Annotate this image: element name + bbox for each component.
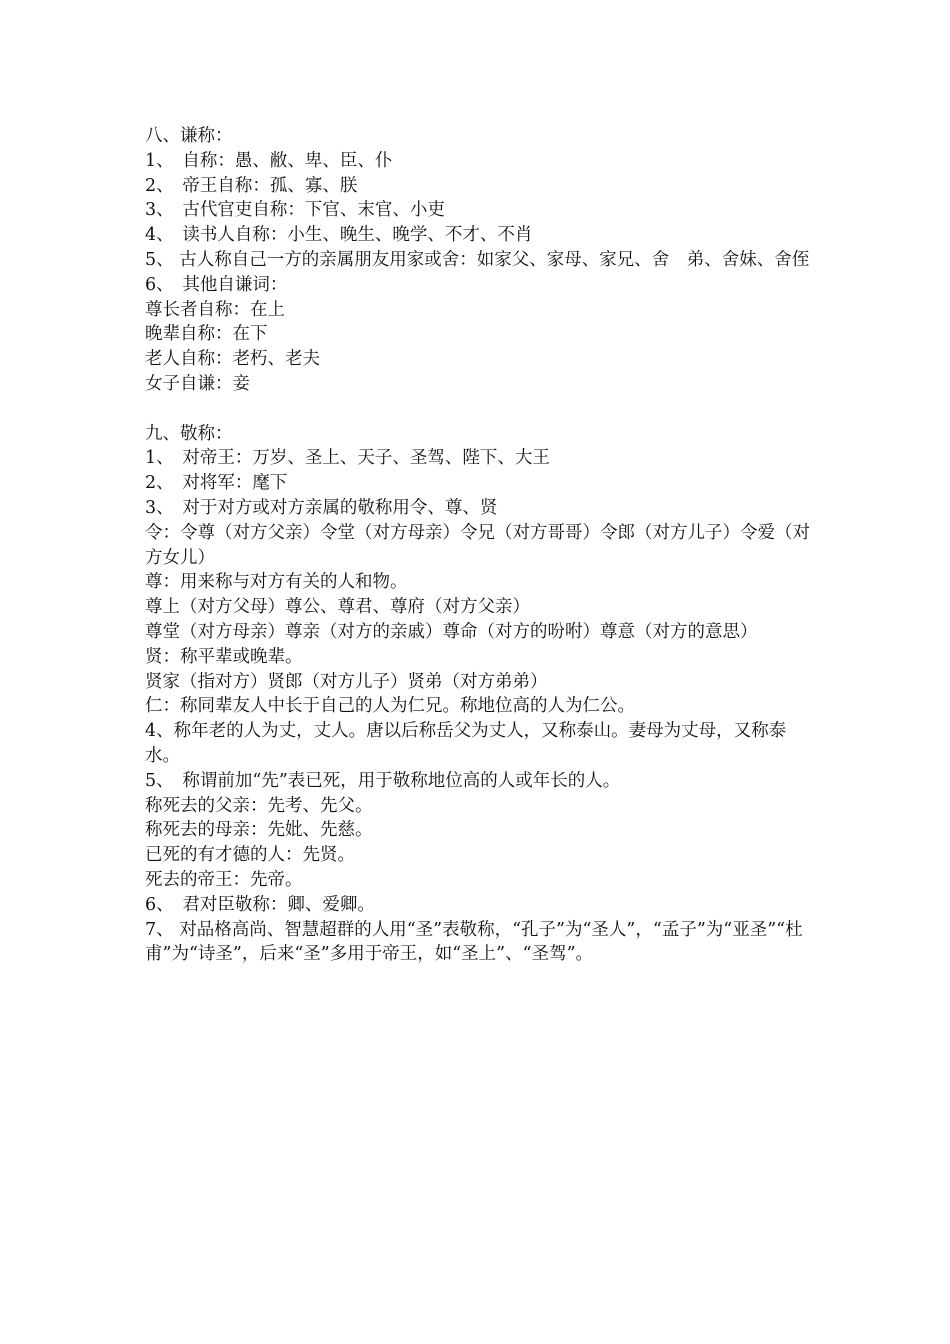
text-line: 尊：用来称与对方有关的人和物。 <box>145 572 408 593</box>
text-line: 死去的帝王：先帝。 <box>145 869 303 890</box>
text-line: 3、 古代官吏自称：下官、末官、小吏 <box>145 200 445 221</box>
text-line: 尊上（对方父母）尊公、尊君、尊府（对方父亲） <box>145 597 530 618</box>
section-heading: 九、敬称： <box>145 423 233 444</box>
section-heading: 八、谦称： <box>145 126 233 146</box>
section-honorific-terms <box>145 422 815 968</box>
text-line: 令：令尊（对方父亲）令堂（对方母亲）令兄（对方哥哥）令郎（对方儿子）令爱（对方女儿） <box>145 522 810 568</box>
text-line: 老人自称：老朽、老夫 <box>145 349 320 370</box>
text-line: 6、 其他自谦词： <box>145 274 288 295</box>
section-humble-terms <box>145 124 815 397</box>
text-line: 称死去的父亲：先考、先父。 <box>145 795 373 816</box>
text-line: 1、 对帝王：万岁、圣上、天子、圣驾、陛下、大王 <box>145 448 550 469</box>
text-line: 女子自谦：妾 <box>145 373 250 394</box>
paragraph-spacer <box>145 397 815 422</box>
text-line: 7、 对品格高尚、智慧超群的人用“圣”表敬称，“孔子”为“圣人”，“孟子”为“亚圣”“杜甫”为“诗圣”，后来“圣”多用于帝王，如“圣上”、“圣驾”。 <box>145 919 803 965</box>
text-line: 贤：称平辈或晚辈。 <box>145 646 303 667</box>
text-line: 4、称年老的人为丈，丈人。唐以后称岳父为丈人，又称泰山。妻母为丈母，又称泰水。 <box>145 721 787 766</box>
document-page <box>145 124 815 967</box>
text-line: 2、 帝王自称：孤、寡、朕 <box>145 175 358 196</box>
text-line: 1、 自称：愚、敝、卑、臣、仆 <box>145 150 393 171</box>
text-line: 称死去的母亲：先妣、先慈。 <box>145 820 373 841</box>
text-line: 尊长者自称：在上 <box>145 299 285 320</box>
text-line: 6、 君对臣敬称：卿、爱卿。 <box>145 894 375 915</box>
text-line: 贤家（指对方）贤郎（对方儿子）贤弟（对方弟弟） <box>145 671 548 692</box>
text-line: 已死的有才德的人：先贤。 <box>145 845 355 866</box>
text-line: 晚辈自称：在下 <box>145 324 268 345</box>
text-line: 4、 读书人自称：小生、晚生、晚学、不才、不肖 <box>145 225 533 246</box>
text-line: 尊堂（对方母亲）尊亲（对方的亲戚）尊命（对方的吩咐）尊意（对方的意思） <box>145 621 758 642</box>
text-line: 2、 对将军：麾下 <box>145 473 288 494</box>
text-line: 仁：称同辈友人中长于自己的人为仁兄。称地位高的人为仁公。 <box>145 696 635 717</box>
text-line: 5、 古人称自己一方的亲属朋友用家或舍：如家父、家母、家兄、舍 弟、舍妹、舍侄 <box>145 249 810 270</box>
text-line: 3、 对于对方或对方亲属的敬称用令、尊、贤 <box>145 497 498 518</box>
text-line: 5、 称谓前加“先”表已死，用于敬称地位高的人或年长的人。 <box>145 770 621 791</box>
